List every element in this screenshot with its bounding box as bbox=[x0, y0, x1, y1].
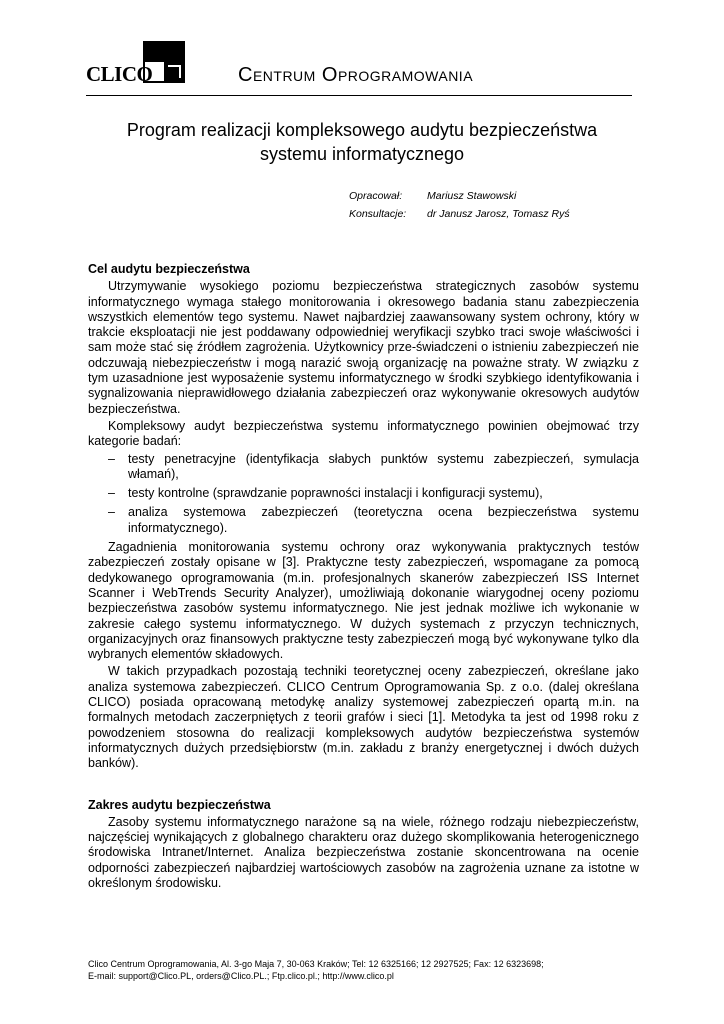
title-line-1: Program realizacji kompleksowego audytu bezpieczeństwa bbox=[126, 120, 598, 140]
consult-value: dr Janusz Jarosz, Tomasz Ryś bbox=[427, 208, 570, 220]
document-meta bbox=[349, 187, 570, 223]
paragraph: Zagadnienia monitorowania systemu ochrony oraz wykonywania praktycznych testów zabezpieczeń zostały opisane w [3]. Praktyczne testy zabezpieczeń, wspomagane za pomocą dedykowanego oprogramowania (m.in. profesjonalnych skanerów zabezpieczeń ISS Internet Scanner i WebTrends Security Analyzer), umożliwiają dokonanie wiarygodnej oceny poziomu bezpieczeństwa zasobów systemu informatycznego. Nie jest jednak możliwe ich wykonanie w zakresie całego systemu informatycznego. W dużych systemach z przyczyn technicznych, organizacyjnych oraz finansowych praktyczne testy zabezpieczeń mogą być wykonywane tylko dla wybranych elementów składowych. bbox=[88, 540, 639, 662]
list-item bbox=[88, 486, 639, 501]
document-title bbox=[60, 118, 664, 166]
page-footer bbox=[88, 959, 648, 982]
paragraph: W takich przypadkach pozostają techniki teoretycznej oceny zabezpieczeń, określane jako analiza systemowa zabezpieczeń. CLICO Centrum Oprogramowania Sp. z o.o. (dalej określana CLICO) posiada opracowaną metodykę analizy systemowej zabezpieczeń opartą m.in. na formalnych metodach zaczerpniętych z teorii grafów i sieci [1]. Metodyka ta jest od 1998 roku z powodzeniem stosowna do realizacji kompleksowych audytów bezpieczeństwa systemów informatycznych dużych przedsiębiorstw (m.in. zakładu z branży energetycznej i dwóch dużych banków). bbox=[88, 664, 639, 771]
footer-address: Clico Centrum Oprogramowania, Al. 3-go Maja 7, 30-063 Kraków; Tel: 12 6325166; 12 2927525; Fax: 12 6323698; bbox=[88, 959, 544, 969]
document-body bbox=[88, 262, 639, 893]
title-line-2: systemu informatycznego bbox=[259, 144, 465, 164]
section-heading: Cel audytu bezpieczeństwa bbox=[88, 262, 250, 276]
dash-bullet-icon: – bbox=[108, 451, 115, 466]
page-header bbox=[86, 40, 632, 98]
paragraph: Utrzymywanie wysokiego poziomu bezpieczeństwa strategicznych zasobów systemu informatycznego wymaga stałego monitorowania i okresowego badania stanu zabezpieczenia wszystkich elementów tego systemu. Nawet najbardziej zaawansowany system ochrony, który w trakcie eksploatacji nie jest poddawany odpowiedniej weryfikacji szybko traci swoje właściwości i sam może stać się źródłem zagrożenia. Użytkownicy prze-świadczeni o istnieniu zabezpieczeń nie odczuwają niebezpieczeństw i mogą narazić swoją organizację na poważne straty. W związku z tym uzasadnione jest wyposażenie systemu informatycznego w środki szybkiego identyfikowania i sygnalizowania nieprawidłowego działania zabezpieczeń oraz wykonywanie okresowych audytów bezpieczeństwa. bbox=[88, 279, 639, 416]
list-item-text: testy penetracyjne (identyfikacja słabych punktów systemu zabezpieczeń, symulacja włamań), bbox=[128, 451, 639, 481]
section-scope bbox=[88, 798, 639, 892]
list-item bbox=[88, 452, 639, 483]
list-item bbox=[88, 505, 639, 536]
list-item-text: testy kontrolne (sprawdzanie poprawności instalacji i konfiguracji systemu), bbox=[128, 486, 543, 501]
section-goal bbox=[88, 262, 639, 772]
section-heading: Zakres audytu bezpieczeństwa bbox=[88, 797, 271, 812]
dash-bullet-icon: – bbox=[108, 505, 115, 520]
paragraph: Zasoby systemu informatycznego narażone są na wiele, różnego rodzaju niebezpieczeństw, najczęściej wynikających z globalnego charakteru oraz dużego skomplikowania heterogenicznego środowiska Intranet/Internet. Analiza bezpieczeństwa zostanie skoncentrowana na ocenie odporności zabezpieczeń najbardziej wartościowych zasobów na zagrożenia uznane za istotne w określonym środowisku. bbox=[88, 814, 639, 890]
footer-contacts: E-mail: support@Clico.PL, orders@Clico.PL.; Ftp.clico.pl.; http://www.clico.pl bbox=[88, 970, 394, 981]
dash-bullet-icon: – bbox=[108, 486, 115, 501]
company-name: Centrum Oprogramowania bbox=[238, 64, 474, 86]
paragraph: Kompleksowy audyt bezpieczeństwa systemu informatycznego powinien obejmować trzy kategorie badań: bbox=[88, 418, 639, 449]
audit-categories-list bbox=[88, 452, 639, 536]
meta-consult-row bbox=[349, 205, 570, 223]
list-item-text: analiza systemowa zabezpieczeń (teoretyczna ocena bezpieczeństwa systemu informatycznego). bbox=[128, 505, 639, 535]
logo-text: CLICO bbox=[86, 62, 153, 86]
header-divider bbox=[86, 95, 632, 96]
author-label: Opracował: bbox=[349, 190, 403, 202]
clico-logo bbox=[86, 40, 186, 92]
author-value: Mariusz Stawowski bbox=[427, 190, 517, 202]
meta-author-row bbox=[349, 187, 570, 205]
consult-label: Konsultacje: bbox=[349, 208, 407, 220]
